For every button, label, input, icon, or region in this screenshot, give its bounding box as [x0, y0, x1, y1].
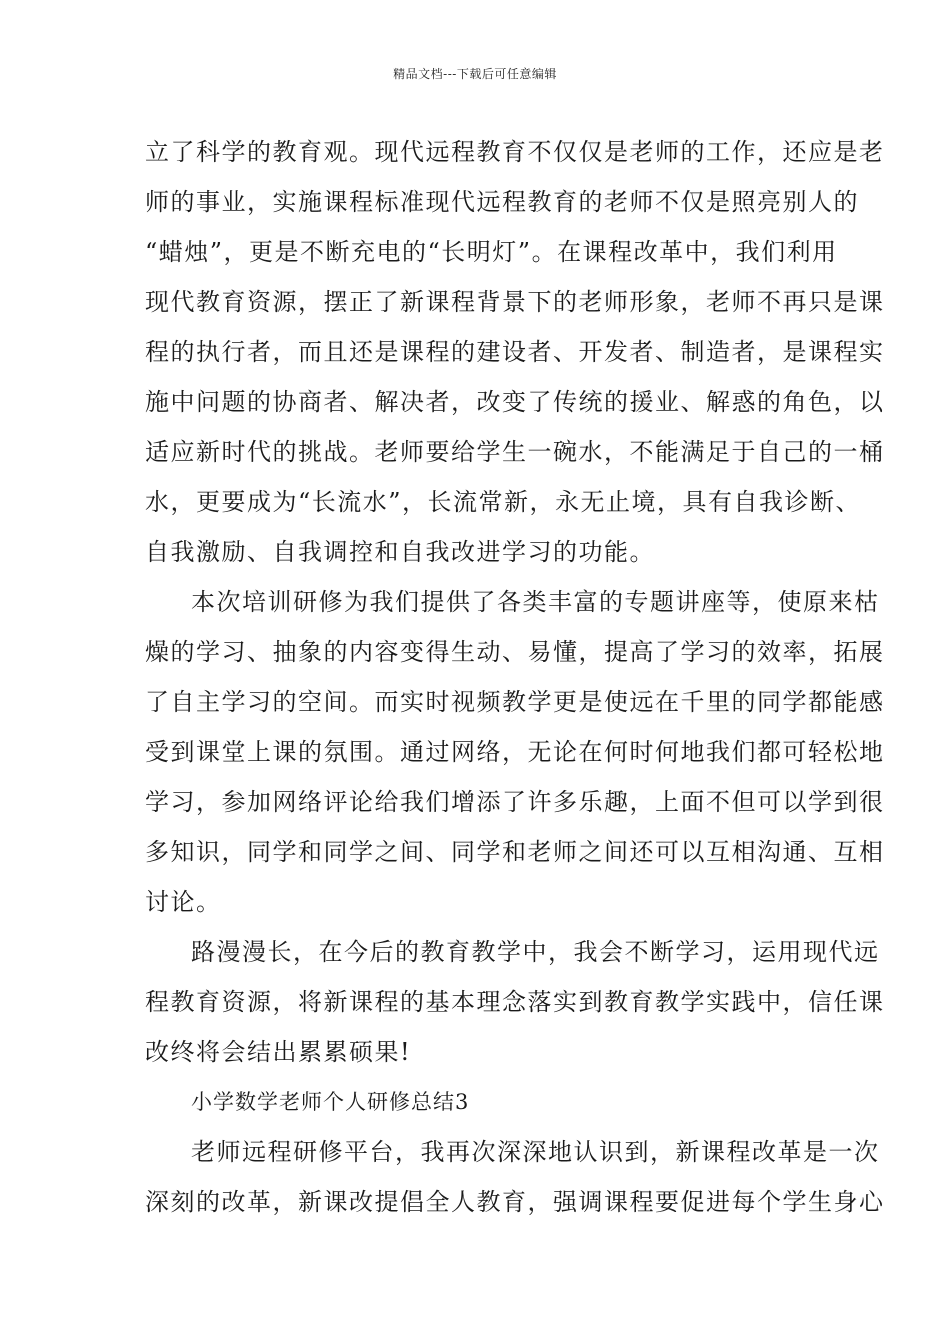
text-line: 受到课堂上课的氛围。通过网络，无论在何时何地我们都可轻松地: [145, 738, 885, 766]
text-line: 程教育资源，将新课程的基本理念落实到教育教学实践中，信任课: [145, 988, 885, 1016]
text-line: 立了科学的教育观。现代远程教育不仅仅是老师的工作，还应是老: [145, 138, 885, 166]
text-line: 水，更要成为“长流水”，长流常新，永无止境，具有自我诊断、: [145, 488, 862, 516]
text-line: 师的事业，实施课程标准现代远程教育的老师不仅是照亮别人的: [145, 188, 859, 216]
text-line: 学习，参加网络评论给我们增添了许多乐趣，上面不但可以学到很: [145, 788, 885, 816]
text-line: 程的执行者，而且还是课程的建设者、开发者、制造者，是课程实: [145, 338, 885, 366]
text-line: 讨论。: [145, 888, 222, 916]
text-line: 燥的学习、抽象的内容变得生动、易懂，提高了学习的效率，拓展: [145, 638, 885, 666]
text-line: 施中问题的协商者、解决者，改变了传统的援业、解惑的角色，以: [145, 388, 885, 416]
text-line: 深刻的改革，新课改提倡全人教育，强调课程要促进每个学生身心: [145, 1188, 885, 1216]
section-heading: 小学数学老师个人研修总结3: [191, 1090, 470, 1114]
text-line: 老师远程研修平台，我再次深深地认识到，新课程改革是一次: [191, 1138, 880, 1166]
document-body: [145, 130, 885, 1230]
text-line: “蜡烛”，更是不断充电的“长明灯”。在课程改革中，我们利用: [145, 238, 838, 266]
text-line: 改终将会结出累累硕果!: [145, 1038, 412, 1066]
text-line: 现代教育资源，摆正了新课程背景下的老师形象，老师不再只是课: [145, 288, 885, 316]
text-line: 了自主学习的空间。而实时视频教学更是使远在千里的同学都能感: [145, 688, 885, 716]
text-line: 本次培训研修为我们提供了各类丰富的专题讲座等，使原来枯: [191, 588, 880, 616]
text-line: 适应新时代的挑战。老师要给学生一碗水，不能满足于自己的一桶: [145, 438, 885, 466]
text-line: 自我激励、自我调控和自我改进学习的功能。: [145, 538, 655, 566]
page-header: 精品文档---下载后可任意编辑: [393, 67, 557, 81]
text-line: 多知识，同学和同学之间、同学和老师之间还可以互相沟通、互相: [145, 838, 885, 866]
text-line: 路漫漫长，在今后的教育教学中，我会不断学习，运用现代远: [191, 938, 880, 966]
